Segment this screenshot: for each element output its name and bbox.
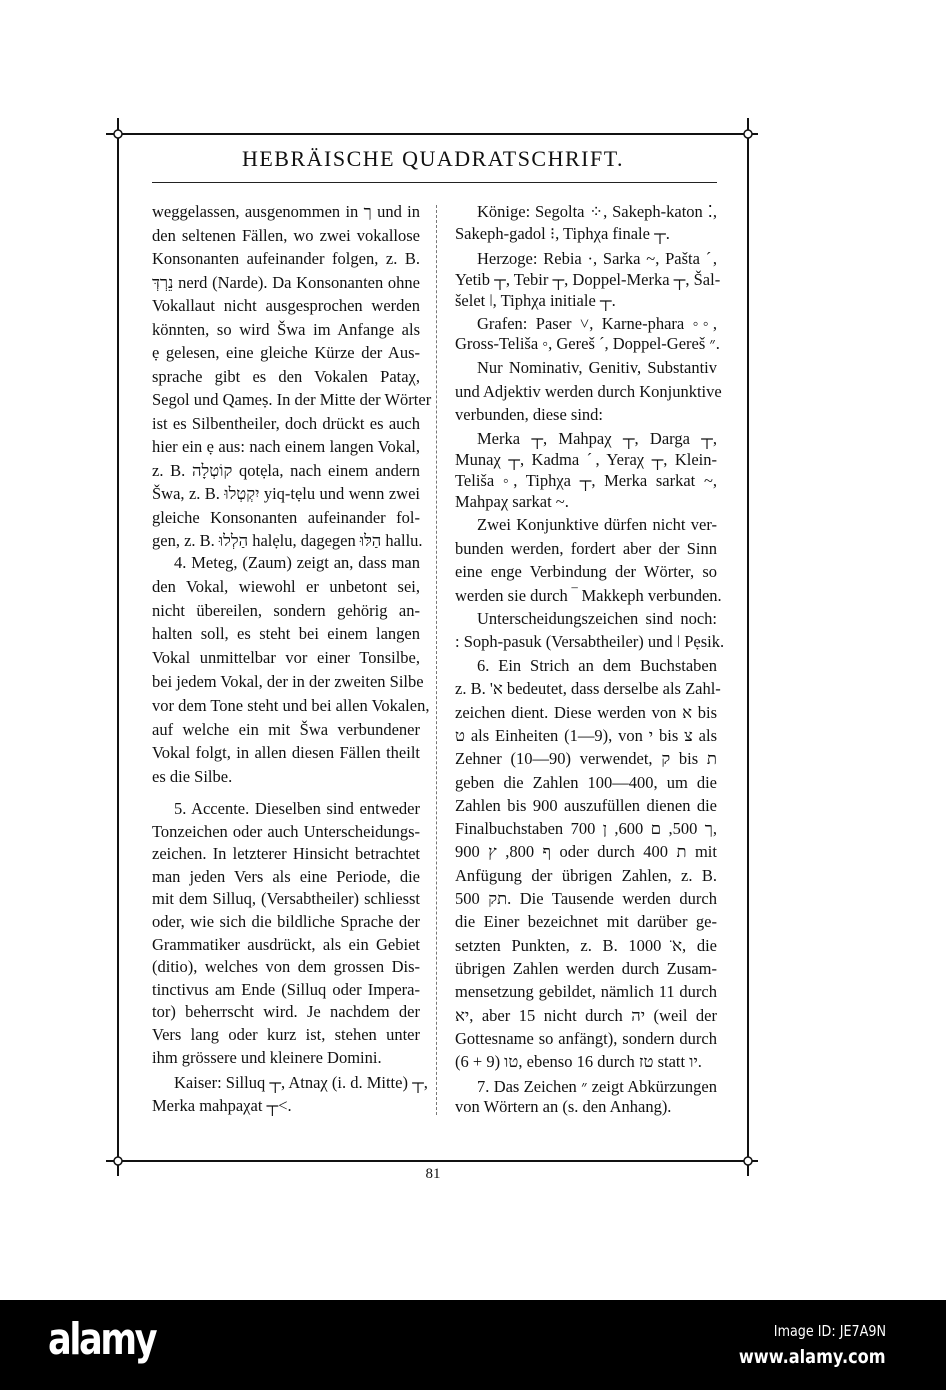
text-line: Gottesname so anfängt), sondern durch (455, 1028, 717, 1048)
text-line: tor) beherrscht wird. Je nachdem der (152, 1002, 420, 1022)
text-line: ט als Einheiten (1—9), von י bis צ als (455, 725, 717, 745)
text-line: Herzoge: Rebia ·, Sarka ~, Pašta ˊ, (477, 249, 717, 268)
corner-ornament-icon (742, 128, 754, 140)
text-line: Grammatiker ausdrückt, als ein Gebiet (152, 934, 420, 954)
text-line: man jeden Vers als eine Periode, die (152, 866, 420, 886)
text-line: z. B. קוֹטְלָה qotẹla, nach einem andern (152, 460, 420, 480)
text-line: (ditio), welches von dem grossen Dis- (152, 957, 420, 977)
text-line: bunden werden, fordert aber der Sinn (455, 538, 717, 558)
text-line: Grafen: Paser ˅, Karne-phara ◦◦, (477, 314, 717, 333)
text-line: תק 500. Die Tausende werden durch (455, 889, 717, 908)
text-line: mensetzung gebildet, nämlich 11 durch (455, 982, 717, 1002)
text-line: gen, z. B. הַלְלוּ halẹlu, dagegen הַלּוּ hallu. (152, 531, 423, 550)
text-line: Kaiser: Silluq ┬, Atnaχ (i. d. Mitte) ┬, (174, 1073, 428, 1092)
watermark-url: www.alamy.com (739, 1346, 886, 1368)
text-line: 6. Ein Strich an dem Buchstaben (477, 656, 717, 675)
text-line: gleiche Konsonanten aufeinander fol- (152, 507, 420, 527)
text-line: Konsonanten aufeinander folgen, z. B. (152, 249, 420, 268)
text-line: ihm grössere und kleinere Domini. (152, 1047, 382, 1067)
text-line: könnten, so wird Šwa im Anfange als (152, 319, 420, 339)
text-line: Šwa, z. B. יִקְטְלוּ yiq-tẹlu und wenn zwei (152, 484, 420, 503)
text-line: mit dem Silluq, (Versabtheiler) schliesst (152, 889, 420, 909)
column-divider (436, 205, 437, 1115)
text-line: ist es Silbentheiler, doch drückt es auch (152, 413, 420, 433)
text-line: Vokallaut nicht ausgesprochen werden (152, 296, 420, 315)
text-line: Yetib ┬, Tebir ┬, Doppel-Merka ┬, Šal- (455, 270, 721, 289)
text-line: eine enge Verbindung der Wörter, so (455, 562, 717, 582)
text-line: Vers lang oder kurz ist, stehen unter (152, 1025, 420, 1044)
text-line: Merka ┬, Mahpaχ ┬, Darga ┬, (477, 429, 717, 448)
text-line: Tonzeichen oder auch Unterscheidungs- (152, 821, 420, 841)
text-line: z. B. 'א bedeutet, dass derselbe als Zahl- (455, 679, 721, 699)
text-line: Unterscheidungszeichen sind noch: (477, 609, 717, 628)
frame-top (106, 133, 758, 135)
text-line: Nur Nominativ, Genitiv, Substantiv (477, 358, 717, 377)
page-number: 81 (425, 1166, 441, 1182)
text-line: Vokal folgt, in allen diesen Fällen theilt (152, 743, 420, 763)
text-line: Mahpaχ sarkat ~. (455, 492, 569, 511)
text-line: die Einer bezeichnet mit darüber ge- (455, 912, 717, 932)
header-rule (152, 182, 717, 183)
text-line: weggelassen, ausgenommen in ך und in (152, 202, 420, 221)
text-line: Vokal unmittelbar vor einer Tonsilbe, (152, 648, 420, 668)
text-line: Sakeph-gadol ⁝, Tiphχa finale ┬. (455, 224, 670, 243)
text-line: werden sie durch ‾ Makkeph verbunden. (455, 586, 722, 606)
text-line: sprache gibt es den Vokalen Pataχ, (152, 366, 420, 386)
page-title: HEBRÄISCHE QUADRATSCHRIFT. (241, 146, 625, 171)
text-line: zeichen dient. Diese werden von א bis (455, 702, 717, 722)
alamy-logo: alamy (48, 1314, 156, 1365)
text-line: und Adjektiv werden durch Konjunktive (455, 381, 722, 401)
text-line: 7. Das Zeichen ״ zeigt Abkürzungen (477, 1077, 717, 1096)
text-line: נֵרְדְּ nerd (Narde). Da Konsonanten ohne (152, 272, 420, 292)
frame-right (747, 118, 749, 1176)
text-line: oder, wie sich die bildliche Sprache der (152, 912, 420, 931)
text-line: 4. Meteg, (Zaum) zeigt an, dass man (174, 553, 420, 572)
text-line: Zwei Konjunktive dürfen nicht ver- (477, 515, 717, 534)
text-line: šelet ǀ, Tiphχa initiale ┬. (455, 291, 616, 310)
text-line: verbunden, diese sind: (455, 405, 604, 424)
corner-ornament-icon (112, 128, 124, 140)
text-line: טו (9 + 6), ebenso 16 durch טז statt יו. (455, 1052, 702, 1072)
text-line: יא, aber 15 nicht durch יה (weil der (455, 1005, 717, 1025)
text-line: bei jedem Vokal, der in der zweiten Silbe (152, 672, 424, 691)
text-line: Munaχ ┬, Kadma ˊ, Yeraχ ┬, Klein- (455, 450, 717, 469)
frame-left (117, 118, 119, 1176)
text-line: Segol und Qameṣ. In der Mitte der Wörter (152, 390, 432, 409)
text-line: von Wörtern an (s. den Anhang). (455, 1097, 672, 1116)
text-line: nicht übereilen, sondern gehörig an- (152, 600, 420, 620)
text-line: den seltenen Fällen, wo zwei vokallose (152, 225, 420, 245)
text-line: zeichen. In letzterer Hinsicht betrachtet (152, 844, 420, 864)
text-line: Finalbuchstaben ך 500, ם 600, ן 700, (455, 819, 717, 839)
text-line: ף 800, ץ 900 oder durch ת 400 mit (455, 842, 717, 862)
text-line: Merka mahpaχat ┬˂. (152, 1096, 292, 1115)
text-line: auf welche ein mit Šwa verbundener (152, 719, 420, 739)
text-line: Zahlen bis 900 auszufüllen dienen die (455, 795, 717, 815)
text-line: halten soll, es steht bei einem langen (152, 624, 420, 644)
text-line: 5. Accente. Dieselben sind entweder (174, 799, 420, 818)
text-line: übrigen Zahlen werden durch Zusam- (455, 958, 717, 978)
text-line: : Soph-pasuk (Versabtheiler) und ǀ Pẹsik. (455, 632, 725, 651)
text-line: Anfügung der übrigen Zahlen, z. B. (455, 865, 717, 885)
text-line: Teliša ◦, Tiphχa ┬, Merka sarkat ~, (455, 471, 717, 490)
text-line: ẹ gelesen, eine gleiche Kürze der Aus- (152, 343, 420, 362)
text-line: Gross-Teliša ◦, Gereš ˊ, Doppel-Gereš ״. (455, 334, 720, 353)
text-line: tinctivus am Ende (Silluq oder Impera- (152, 979, 420, 999)
text-line: hier ein ẹ aus: nach einem langen Vokal, (152, 437, 420, 456)
text-line: Könige: Segolta ⁘, Sakeph-katon ⁚, (477, 202, 717, 221)
text-line: es die Silbe. (152, 767, 233, 787)
text-line: setzten Punkten, z. B. א̈ 1000, die (455, 935, 717, 955)
image-id: Image ID: JE7A9N (773, 1322, 886, 1340)
text-line: den Vokal, wiewohl er unbetont sei, (152, 576, 420, 596)
text-line: Zehner (10—90) verwendet, ק bis ת (455, 749, 717, 769)
text-line: vor dem Tone steht und bei allen Vokalen, (152, 695, 430, 715)
text-line: geben die Zahlen 100—400, um die (455, 772, 717, 792)
frame-bottom (106, 1160, 758, 1162)
